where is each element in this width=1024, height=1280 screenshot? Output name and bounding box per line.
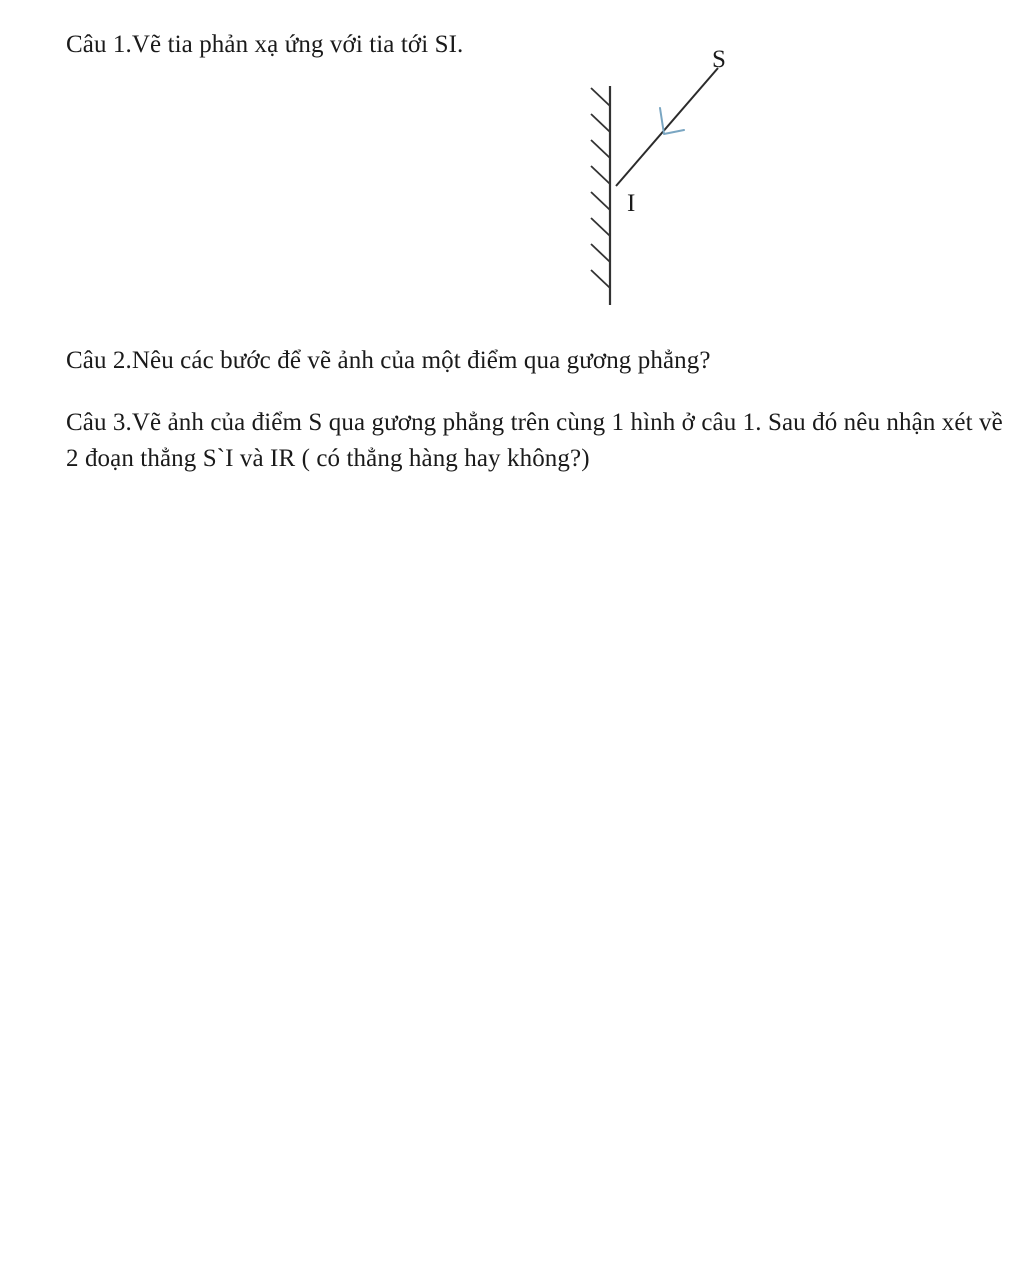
plane-mirror-figure	[560, 20, 790, 320]
mirror-diagram-svg	[560, 20, 790, 320]
question-1-text: Câu 1.Vẽ tia phản xạ ứng với tia tới SI.	[66, 31, 464, 58]
mirror-hatch	[591, 270, 610, 288]
mirror-hatch	[591, 192, 610, 210]
incident-ray-si	[616, 68, 718, 186]
point-label-s: S	[712, 46, 726, 73]
mirror-hatch	[591, 166, 610, 184]
mirror-hatch	[591, 140, 610, 158]
question-2	[66, 343, 966, 379]
point-label-i: I	[627, 190, 636, 217]
mirror-hatch	[591, 218, 610, 236]
question-3-text: Câu 3.Vẽ ảnh của điểm S qua gương phẳng trên cùng 1 hình ở câu 1. Sau đó nêu nhận xét về 2 đoạn thẳng S`I và IR ( có thẳng hàng hay không?)	[66, 409, 1003, 472]
question-2-text: Câu 2.Nêu các bước để vẽ ảnh của một điểm qua gương phẳng?	[66, 347, 711, 374]
mirror-hatch	[591, 114, 610, 132]
mirror-hatch	[591, 88, 610, 106]
question-3	[66, 405, 1018, 476]
mirror-hatch	[591, 244, 610, 262]
